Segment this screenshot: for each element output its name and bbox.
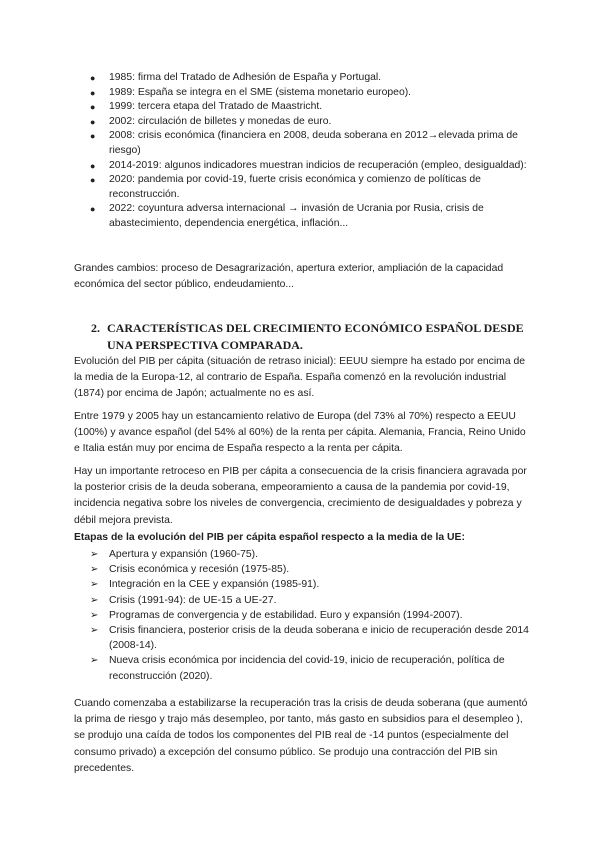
bullet-icon: ● bbox=[90, 87, 96, 98]
list-item: ➢ Apertura y expansión (1960-75). bbox=[90, 547, 530, 562]
bullet-icon: ● bbox=[90, 204, 96, 215]
section-heading bbox=[91, 320, 541, 354]
estancamiento-paragraph: Entre 1979 y 2005 hay un estancamiento relativo de Europa (del 73% al 70%) respecto a EEUU (100%) y avance español (del 54% al 60%) de la renta per cápita. Alemania, Francia, Reino Unido e Italia están muy por encima de España respecto a la renta per cápita. bbox=[74, 411, 526, 455]
arrow-bullet-icon: ➢ bbox=[90, 609, 99, 621]
timeline-list bbox=[90, 71, 530, 232]
section-number: 2. bbox=[91, 321, 100, 335]
section-title-line1: CARACTERÍSTICAS DEL CRECIMIENTO ECONÓMICO ESPAÑOL DESDE bbox=[107, 321, 524, 335]
list-item: ● 1989: España se integra en el SME (sistema monetario europeo). bbox=[90, 86, 530, 101]
grandes-cambios-paragraph: Grandes cambios: proceso de Desagrarización, apertura exterior, ampliación de la capacidad económica del sector público, endeudamiento... bbox=[74, 263, 504, 291]
list-item: ● 1985: firma del Tratado de Adhesión de España y Portugal. bbox=[90, 71, 530, 86]
retroceso-paragraph: Hay un importante retroceso en PIB per cápita a consecuencia de la crisis financiera agravada por la posterior crisis de la deuda soberana, empeoramiento a causa de la pandemia por covid-19, incidencia negativa sobre los niveles de convergencia, crecimiento de desigualdades y pobreza y débil mejora prevista. bbox=[74, 466, 527, 526]
bullet-icon: ● bbox=[90, 73, 96, 83]
list-item: ➢ Nueva crisis económica por incidencia del covid-19, inicio de recuperación, política de reconstrucción (2020). bbox=[90, 655, 505, 682]
arrow-bullet-icon: ➢ bbox=[90, 594, 99, 606]
list-item: ● 2022: coyuntura adversa internacional → invasión de Ucrania por Rusia, crisis de abastecimiento, dependencia energética, inflación... bbox=[90, 203, 484, 229]
list-item: ● 2014-2019: algunos indicadores muestran indicios de recuperación (empleo, desigualdad): bbox=[90, 159, 530, 174]
etapas-list bbox=[90, 547, 530, 684]
etapas-heading: Etapas de la evolución del PIB per cápita español respecto a la media de la UE: bbox=[74, 532, 465, 543]
section-title-line2: UNA PERSPECTIVA COMPARADA. bbox=[107, 337, 303, 352]
list-item: ● 1999: tercera etapa del Tratado de Maastricht. bbox=[90, 100, 530, 115]
list-item: ➢ Integración en la CEE y expansión (1985-91). bbox=[90, 577, 530, 592]
list-item: ➢ Crisis financiera, posterior crisis de la deuda soberana e inicio de recuperación desde 2014 (2008-14). bbox=[90, 625, 529, 652]
arrow-bullet-icon: ➢ bbox=[90, 564, 99, 576]
list-item: ➢ Programas de convergencia y de estabilidad. Euro y expansión (1994-2007). bbox=[90, 608, 530, 623]
final-paragraph: Cuando comenzaba a estabilizarse la recuperación tras la crisis de deuda soberana (que aumentó la prima de riesgo y trajo más desempleo, por tanto, más gasto en subsidios para el desempleo ), se produjo una caída de todos los componentes del PIB real de -14 puntos (especialmente del consumo privado) a excepción del consumo público. Se produjo una contracción del PIB sin precedentes. bbox=[74, 698, 528, 774]
arrow-bullet-icon: ➢ bbox=[90, 625, 99, 637]
bullet-icon: ● bbox=[90, 131, 96, 142]
list-item: ➢ Crisis (1991-94): de UE-15 a UE-27. bbox=[90, 593, 530, 608]
list-item: ● 2020: pandemia por covid-19, fuerte crisis económica y comienzo de políticas de reconstrucción. bbox=[90, 174, 481, 200]
evolucion-paragraph: Evolución del PIB per cápita (situación de retraso inicial): EEUU siempre ha estado por encima de la media de la Europa-12, al contrario de España. España comenzó en la revolución industrial (1874) por encima de Japón; actualmente no es así. bbox=[74, 356, 526, 400]
bullet-icon: ● bbox=[90, 102, 96, 113]
arrow-bullet-icon: ➢ bbox=[90, 579, 99, 591]
list-item: ➢ Crisis económica y recesión (1975-85). bbox=[90, 562, 530, 577]
list-item: ● 2008: crisis económica (financiera en 2008, deuda soberana en 2012→elevada prima de riesgo) bbox=[90, 130, 518, 156]
bullet-icon: ● bbox=[90, 116, 96, 127]
arrow-bullet-icon: ➢ bbox=[90, 549, 99, 560]
list-item: ● 2002: circulación de billetes y monedas de euro. bbox=[90, 115, 530, 130]
bullet-icon: ● bbox=[90, 175, 96, 186]
bullet-icon: ● bbox=[90, 160, 96, 171]
arrow-bullet-icon: ➢ bbox=[90, 655, 99, 667]
